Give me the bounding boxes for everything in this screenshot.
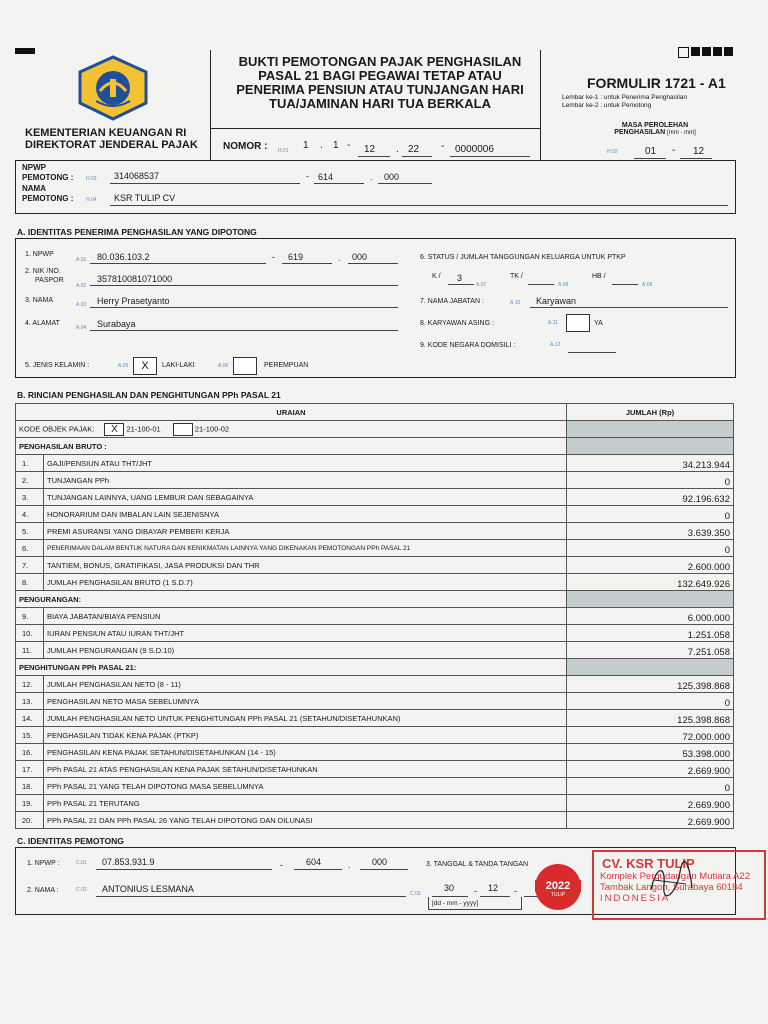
nik-code: A.02 (76, 283, 87, 289)
form-title (210, 55, 550, 111)
seal-year: 2022 (535, 880, 581, 892)
recipient-npwp-kpp: 619 (288, 252, 304, 262)
nomor-part: . (320, 140, 323, 151)
date-sep: - (514, 886, 517, 896)
jk-code: A.06 (218, 363, 229, 369)
masa-to-line (680, 158, 712, 159)
row-number: 16. (16, 744, 44, 761)
tanggal-code: C.03 (410, 891, 421, 897)
jabatan-line (530, 307, 728, 308)
masa-from-line (634, 158, 666, 159)
penghitungan-title: PENGHITUNGAN PPh PASAL 21: (16, 659, 567, 676)
row-amount: 2.669.900 (567, 812, 734, 829)
nomor-part: 0000006 (455, 144, 494, 155)
section-a-title: A. IDENTITAS PENERIMA PENGHASILAN YANG DIPOTONG (17, 227, 257, 237)
row-number: 10. (16, 625, 44, 642)
table-row (16, 710, 734, 727)
k-line (448, 284, 474, 285)
row-number: 20. (16, 812, 44, 829)
recipient-nik: 357810081071000 (97, 274, 173, 284)
k-label: K / (432, 273, 441, 280)
row-number: 5. (16, 523, 44, 540)
paspor-label: PASPOR (35, 277, 64, 284)
negara-label: 9. KODE NEGARA DOMISILI : (420, 342, 516, 349)
c-npwp-dot: . (348, 860, 351, 870)
recipient-npwp-dot: . (338, 253, 341, 263)
ya-label: YA (594, 320, 603, 327)
row-number: 3. (16, 489, 44, 506)
masa-label (600, 122, 710, 136)
row-label: PREMI ASURANSI YANG DIBAYAR PEMBERI KERJA (44, 523, 567, 540)
npwp-line (294, 869, 342, 870)
row-amount: 0 (567, 506, 734, 523)
npwp-line (110, 183, 300, 184)
alamat-line (90, 330, 398, 331)
row-number: 6. (16, 540, 44, 557)
row-number: 14. (16, 710, 44, 727)
kode-label: KODE OBJEK PAJAK: (19, 423, 95, 433)
c-npwp-cab: 000 (372, 857, 388, 867)
row-label: JUMLAH PENGURANGAN (9 S.D.10) (44, 642, 567, 659)
table-row (16, 727, 734, 744)
row-amount: 6.000.000 (567, 608, 734, 625)
pemotong-label: PEMOTONG : (22, 173, 74, 182)
npwp-label: 1. NPWP (25, 251, 54, 258)
masa-unit: [mm - mm] (667, 130, 696, 136)
shaded-cell (567, 438, 734, 455)
stamp-line-1: Komplek Pergudangan Mutiara A22 (600, 871, 750, 882)
nomor-line (450, 156, 530, 157)
kode-cell (16, 421, 567, 438)
c-npwp-code: C.01 (76, 860, 87, 866)
row-label: HONORARIUM DAN IMBALAN LAIN SEJENISNYA (44, 506, 567, 523)
row-number: 7. (16, 557, 44, 574)
nomor-part: 22 (408, 144, 420, 155)
npwp-line (282, 263, 332, 264)
seal-text: TULIP (550, 892, 566, 898)
row-label: PENGHASILAN KENA PAJAK SETAHUN/DISETAHUNKAN (14 - 15) (44, 744, 567, 761)
header-divider-right (540, 50, 541, 160)
tk-code: A.08 (558, 282, 569, 288)
npwp-line (90, 263, 266, 264)
header-divider-left (210, 50, 211, 160)
nomor-part: . (396, 144, 399, 155)
pemotong-npwp-dot: . (370, 172, 373, 182)
section-row (16, 438, 734, 455)
pemotong-npwp-dash: - (306, 171, 309, 181)
shaded-cell (567, 421, 734, 438)
table-row (16, 625, 734, 642)
company-seal (535, 864, 581, 910)
nama-pemotong-label: PEMOTONG : (22, 194, 74, 203)
sheet-note-2: Lembar ke-2 : untuk Pemotong (562, 102, 652, 109)
masa-from: 01 (645, 146, 657, 157)
negara-line (568, 352, 616, 353)
row-label: TUNJANGAN PPh (44, 472, 567, 489)
c-nama-code: C.02 (76, 887, 87, 893)
nama-label: NAMA (22, 184, 46, 193)
form-number: FORMULIR 1721 - A1 (587, 75, 726, 91)
table-row (16, 795, 734, 812)
k-code: A.07 (476, 282, 487, 288)
masa-label-2: PENGHASILAN (614, 129, 666, 136)
row-label: PENGHASILAN NETO MASA SEBELUMNYA (44, 693, 567, 710)
row-number: 17. (16, 761, 44, 778)
table-row (16, 608, 734, 625)
table-row (16, 761, 734, 778)
row-label: TUNJANGAN LAINNYA, UANG LEMBUR DAN SEBAGAINYA (44, 489, 567, 506)
row-number: 8. (16, 574, 44, 591)
row-amount: 0 (567, 778, 734, 795)
tk-label: TK / (510, 273, 523, 280)
date-mm: 12 (488, 883, 499, 893)
table-row (16, 744, 734, 761)
laki-label: LAKI-LAKI (162, 362, 195, 369)
laki-check-mark: X (141, 360, 149, 372)
npwp-line (96, 869, 272, 870)
ministry-name: KEMENTERIAN KEUANGAN RI (25, 127, 187, 139)
row-amount: 1.251.058 (567, 625, 734, 642)
stamp-line-2: Tambak Langon, Surabaya 60184 (600, 882, 743, 893)
title-line: PASAL 21 BAGI PEGAWAI TETAP ATAU (258, 68, 502, 83)
table-row (16, 472, 734, 489)
k-value: 3 (457, 273, 463, 283)
c-npwp-label: 1. NPWP : (27, 860, 60, 867)
nama-code: A.03 (76, 302, 87, 308)
row-number: 11. (16, 642, 44, 659)
nomor-line (402, 156, 432, 157)
row-amount: 125.398.868 (567, 676, 734, 693)
jk-code: A.05 (118, 363, 129, 369)
row-label: PPh PASAL 21 TERUTANG (44, 795, 567, 812)
row-label: PENGHASILAN TIDAK KENA PAJAK (PTKP) (44, 727, 567, 744)
row-label: JUMLAH PENGHASILAN NETO (8 - 11) (44, 676, 567, 693)
row-label: JUMLAH PENGHASILAN NETO UNTUK PENGHITUNGAN PPh PASAL 21 (SETAHUN/DISETAHUNKAN) (44, 710, 567, 727)
nomor-part: - (441, 141, 445, 152)
row-amount: 0 (567, 693, 734, 710)
masa-code: H.02 (607, 149, 618, 155)
c-npwp-dash: - (280, 860, 283, 870)
pemotong-npwp-main: 314068537 (114, 171, 160, 181)
nama-label: 3. NAMA (25, 297, 54, 304)
laki-checkbox[interactable] (133, 357, 157, 375)
table-row (16, 642, 734, 659)
row-amount: 2.669.900 (567, 795, 734, 812)
negara-code: A.12 (550, 342, 561, 348)
row-amount: 92.196.632 (567, 489, 734, 506)
masa-label-1: MASA PEROLEHAN (621, 122, 689, 129)
nomor-line (358, 156, 390, 157)
pemotong-npwp-cab: 000 (384, 172, 400, 182)
nik-line (90, 285, 398, 286)
jabatan-code: A.10 (510, 300, 521, 306)
title-line: PENERIMA PENSIUN ATAU TUNJANGAN HARI (236, 82, 524, 97)
table-row (16, 523, 734, 540)
date-dd: 30 (444, 883, 455, 893)
recipient-nama: Herry Prasetyanto (97, 296, 170, 306)
hb-line (612, 284, 638, 285)
table-row (16, 506, 734, 523)
hb-label: HB / (592, 273, 606, 280)
kode-2: 21-100-02 (194, 423, 230, 433)
row-number: 4. (16, 506, 44, 523)
c-npwp-kpp: 604 (306, 857, 322, 867)
pemotong-npwp-kpp: 614 (318, 172, 334, 182)
title-line: BUKTI PEMOTONGAN PAJAK PENGHASILAN (238, 54, 522, 69)
row-label: BIAYA JABATAN/BIAYA PENSIUN (44, 608, 567, 625)
row-label: PENERIMAAN DALAM BENTUK NATURA DAN KENIKMATAN LAINNYA YANG DIKENAKAN PEMOTONGAN PPh PASAL 21 (44, 540, 567, 557)
section-b-title: B. RINCIAN PENGHASILAN DAN PENGHITUNGAN PPh PASAL 21 (17, 390, 281, 400)
nomor-part: 12 (364, 144, 376, 155)
row-number: 1. (16, 455, 44, 472)
table-row (16, 778, 734, 795)
npwp-code: A.01 (76, 257, 87, 263)
nomor-part: - (347, 140, 351, 151)
row-amount: 2.669.900 (567, 761, 734, 778)
col-uraian: URAIAN (16, 404, 567, 421)
row-amount: 132.649.926 (567, 574, 734, 591)
row-number: 9. (16, 608, 44, 625)
asing-label: 8. KARYAWAN ASING : (420, 320, 494, 327)
row-amount: 125.398.868 (567, 710, 734, 727)
nik-label: 2. NIK /NO. (25, 268, 61, 275)
nama-line (110, 205, 728, 206)
kode-checkbox-1[interactable] (104, 423, 124, 436)
signature (646, 860, 696, 905)
masa-to: 12 (693, 146, 705, 157)
table-row (16, 812, 734, 829)
kode-row (16, 421, 734, 438)
nomor-part: 1 (303, 140, 309, 151)
table-row (16, 455, 734, 472)
row-label: PPh PASAL 21 YANG TELAH DIPOTONG MASA SEBELUMNYA (44, 778, 567, 795)
masa-dash: - (672, 145, 676, 156)
pengurangan-title: PENGURANGAN: (16, 591, 567, 608)
header-rule (210, 128, 540, 129)
row-number: 13. (16, 693, 44, 710)
row-label: IURAN PENSIUN ATAU IURAN THT/JHT (44, 625, 567, 642)
row-label: PPh PASAL 21 ATAS PENGHASILAN KENA PAJAK SETAHUN/DISETAHUNKAN (44, 761, 567, 778)
npwp-code: H.03 (86, 176, 97, 182)
row-number: 2. (16, 472, 44, 489)
corner-mark (15, 48, 35, 54)
perempuan-label: PEREMPUAN (264, 362, 309, 369)
form-id-boxes (678, 47, 733, 58)
hb-code: A.09 (642, 282, 653, 288)
date-format: [dd - mm - yyyy] (432, 900, 479, 907)
c-nama: ANTONIUS LESMANA (102, 884, 194, 894)
title-line: TUA/JAMINAN HARI TUA BERKALA (269, 96, 491, 111)
nomor-code: H.01 (278, 148, 289, 154)
nama-line (96, 896, 406, 897)
row-amount: 53.398.000 (567, 744, 734, 761)
section-c-title: C. IDENTITAS PEMOTONG (17, 836, 124, 846)
row-amount: 72.000.000 (567, 727, 734, 744)
stamp-line-3: INDONESIA (600, 893, 671, 904)
row-amount: 7.251.058 (567, 642, 734, 659)
stamp-company: CV. KSR TULIP (602, 856, 695, 871)
asing-code: A.11 (548, 320, 558, 326)
recipient-npwp-dash: - (272, 252, 275, 262)
recipient-npwp-main: 80.036.103.2 (97, 252, 150, 262)
row-number: 15. (16, 727, 44, 744)
table-header (16, 404, 734, 421)
row-amount: 34.213.944 (567, 455, 734, 472)
npwp-line (314, 183, 364, 184)
c-npwp-main: 07.853.931.9 (102, 857, 155, 867)
kode-check-mark: X (111, 423, 118, 435)
alamat-code: A.04 (76, 325, 87, 331)
npwp-line (348, 263, 398, 264)
section-row (16, 659, 734, 676)
col-jumlah: JUMLAH (Rp) (567, 404, 734, 421)
nomor-label: NOMOR : (223, 141, 268, 152)
asing-checkbox[interactable] (566, 314, 590, 332)
row-label: JUMLAH PENGHASILAN BRUTO (1 S.D.7) (44, 574, 567, 591)
row-number: 18. (16, 778, 44, 795)
recipient-alamat: Surabaya (97, 319, 136, 329)
kode-checkbox-2[interactable] (173, 423, 193, 436)
row-label: GAJI/PENSIUN ATAU THT/JHT (44, 455, 567, 472)
nama-code: H.04 (86, 197, 97, 203)
table-row (16, 489, 734, 506)
income-table (15, 403, 734, 829)
tanggal-label: 3. TANGGAL & TANDA TANGAN (426, 861, 529, 868)
tk-line (528, 284, 554, 285)
kode-1: 21-100-01 (126, 423, 161, 433)
row-number: 12. (16, 676, 44, 693)
recipient-jabatan: Karyawan (536, 296, 577, 306)
directorate-name: DIREKTORAT JENDERAL PAJAK (25, 139, 198, 151)
section-row (16, 591, 734, 608)
c-nama-label: 2. NAMA : (27, 887, 59, 894)
status-label: 6. STATUS / JUMLAH TANGGUNGAN KELUARGA UNTUK PTKP (420, 254, 626, 261)
pemotong-nama: KSR TULIP CV (114, 193, 176, 203)
shaded-cell (567, 591, 734, 608)
shaded-cell (567, 659, 734, 676)
row-label: PPh PASAL 21 DAN PPh PASAL 26 YANG TELAH DIPOTONG DAN DILUNASI (44, 812, 567, 829)
ministry-logo (76, 55, 150, 121)
date-sep: - (474, 886, 477, 896)
table-row (16, 676, 734, 693)
row-amount: 2.600.000 (567, 557, 734, 574)
bruto-title: PENGHASILAN BRUTO : (16, 438, 567, 455)
npwp-line (360, 869, 408, 870)
row-label: TANTIEM, BONUS, GRATIFIKASI, JASA PRODUKSI DAN THR (44, 557, 567, 574)
table-row (16, 693, 734, 710)
jk-label: 5. JENIS KELAMIN : (25, 362, 90, 369)
nama-line (90, 307, 398, 308)
sheet-note-1: Lembar ke-1 : untuk Penerima Penghasilan (562, 94, 688, 101)
npwp-line (378, 183, 432, 184)
recipient-npwp-cab: 000 (352, 252, 368, 262)
table-row (16, 574, 734, 591)
table-row (16, 557, 734, 574)
perempuan-checkbox[interactable] (233, 357, 257, 375)
nomor-part: 1 (333, 140, 339, 151)
row-number: 19. (16, 795, 44, 812)
signature-box (428, 897, 522, 910)
table-row (16, 540, 734, 557)
row-amount: 0 (567, 472, 734, 489)
row-amount: 3.639.350 (567, 523, 734, 540)
row-amount: 0 (567, 540, 734, 557)
alamat-label: 4. ALAMAT (25, 320, 60, 327)
npwp-label: NPWP (22, 163, 46, 172)
jabatan-label: 7. NAMA JABATAN : (420, 298, 484, 305)
